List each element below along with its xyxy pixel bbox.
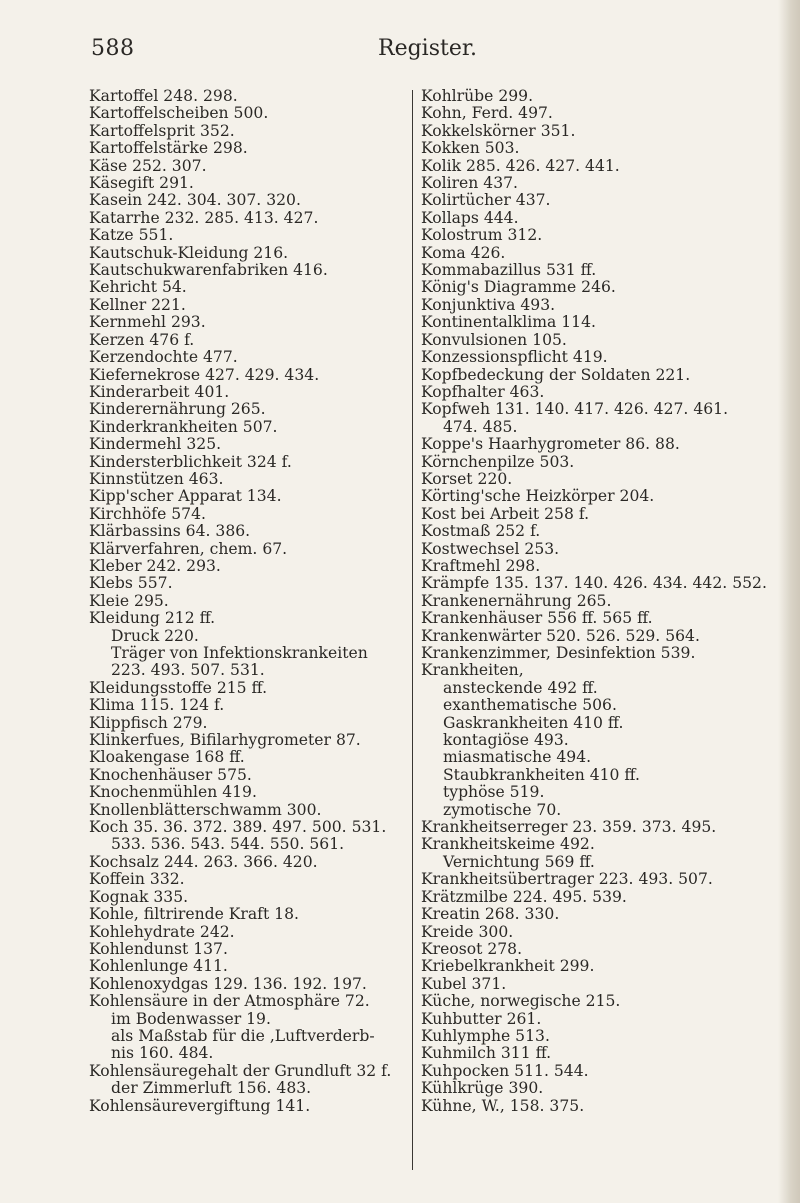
index-entry: Käse 252. 307.	[89, 156, 207, 175]
index-entry: Korset 220.	[421, 469, 513, 488]
index-entry: Kokkelskörner 351.	[421, 121, 576, 140]
index-entry: Kleidung 212 ff.	[89, 609, 216, 628]
index-entry: Kohlendunst 137.	[89, 939, 228, 958]
index-entry: Kontinentalklima 114.	[421, 313, 596, 332]
index-subentry: Druck 220.	[111, 626, 199, 645]
index-entry: Kolirtücher 437.	[421, 191, 551, 210]
index-entry: Kohlensäuregehalt der Grundluft 32 f.	[89, 1061, 392, 1080]
index-subentry: Träger von Infektionskrankeiten	[111, 644, 368, 662]
index-entry: Kasein 242. 304. 307. 320.	[89, 191, 301, 210]
index-entry: Kellner 221.	[89, 295, 186, 314]
index-entry: Koppe's Haarhygrometer 86. 88.	[421, 435, 680, 454]
index-entry: Katarrhe 232. 285. 413. 427.	[89, 208, 319, 227]
index-entry: Klärverfahren, chem. 67.	[89, 539, 288, 558]
index-entry: Kehricht 54.	[89, 278, 187, 297]
index-subentry: zymotische 70.	[443, 800, 562, 819]
index-subentry: 474. 485.	[443, 417, 518, 436]
index-entry: Krankenhäuser 556 ff. 565 ff.	[421, 609, 653, 628]
page-edge-shadow	[778, 0, 800, 1203]
index-entry: Krankheitsübertrager 223. 493. 507.	[421, 870, 713, 889]
index-entry: Kohlrübe 299.	[421, 87, 534, 105]
index-subentry: kontagiöse 493.	[443, 731, 569, 750]
running-head-title: Register.	[378, 36, 477, 61]
index-entry: Kost bei Arbeit 258 f.	[421, 504, 590, 523]
index-entry: Kopfweh 131. 140. 417. 426. 427. 461.	[421, 400, 729, 419]
index-entry: Kolostrum 312.	[421, 226, 543, 245]
index-entry: Kuhbutter 261.	[421, 1009, 542, 1028]
index-entry: Kipp'scher Apparat 134.	[89, 487, 282, 506]
index-entry: Kohle, filtrirende Kraft 18.	[89, 905, 299, 924]
index-entry: Kartoffelstärke 298.	[89, 139, 248, 158]
index-entry: Kloakengase 168 ff.	[89, 748, 245, 767]
index-entry: Knochenmühlen 419.	[89, 783, 257, 802]
index-subentry: der Zimmerluft 156. 483.	[111, 1079, 312, 1098]
index-subentry: ansteckende 492 ff.	[443, 678, 598, 697]
index-subentry: Staubkrankheiten 410 ff.	[443, 765, 640, 784]
index-entry: Klima 115. 124 f.	[89, 696, 225, 715]
index-entry: Kerzendochte 477.	[89, 348, 238, 367]
index-entry: Kohlensäure in der Atmosphäre 72.	[89, 992, 370, 1011]
index-entry: Klärbassins 64. 386.	[89, 522, 251, 541]
index-entry: Kühne, W., 158. 375.	[421, 1096, 585, 1115]
index-entry: Käsegift 291.	[89, 174, 194, 193]
index-subentry: exanthematische 506.	[443, 696, 617, 715]
index-entry: Kindersterblichkeit 324 f.	[89, 452, 292, 471]
index-entry: Kinderernährung 265.	[89, 400, 266, 419]
index-entry: Kautschukwarenfabriken 416.	[89, 261, 328, 280]
index-entry: Kokken 503.	[421, 139, 520, 158]
index-entry: Kartoffelscheiben 500.	[89, 104, 269, 123]
index-subentry: als Maßstab für die ‚Luftverderb-	[111, 1026, 375, 1045]
index-entry: Kognak 335.	[89, 887, 189, 906]
index-subentry: typhöse 519.	[443, 783, 545, 802]
index-entry: Kinnstützen 463.	[89, 469, 224, 488]
index-entry: Kreosot 278.	[421, 939, 523, 958]
index-entry: Kohn, Ferd. 497.	[421, 104, 553, 123]
index-entry: Kommabazillus 531 ff.	[421, 261, 597, 280]
page-header	[0, 36, 800, 70]
index-entry: Koliren 437.	[421, 174, 518, 193]
index-entry: Kopfhalter 463.	[421, 382, 545, 401]
index-entry: Krankheitserreger 23. 359. 373. 495.	[421, 818, 717, 837]
index-entry: Kiefernekrose 427. 429. 434.	[89, 365, 320, 384]
index-entry: Kohlenlunge 411.	[89, 957, 228, 976]
index-entry: Kohlenoxydgas 129. 136. 192. 197.	[89, 974, 367, 993]
index-entry: Kartoffel 248. 298.	[89, 87, 238, 105]
index-column-right	[421, 87, 767, 1115]
index-subentry: nis 160. 484.	[111, 1044, 214, 1063]
index-entry: Körting'sche Heizkörper 204.	[421, 487, 655, 506]
index-entry: Kautschuk-Kleidung 216.	[89, 243, 289, 262]
index-subentry: im Bodenwasser 19.	[111, 1009, 271, 1028]
index-entry: Kleidungsstoffe 215 ff.	[89, 678, 268, 697]
index-entry: Klippfisch 279.	[89, 713, 208, 732]
index-entry: Kuhmilch 311 ff.	[421, 1044, 552, 1063]
column-divider	[412, 90, 413, 1170]
index-subentry: Vernichtung 569 ff.	[443, 852, 595, 871]
index-entry: Kubel 371.	[421, 974, 507, 993]
index-entry: Knollenblätterschwamm 300.	[89, 800, 322, 819]
index-subentry: 533. 536. 543. 544. 550. 561.	[111, 835, 345, 854]
index-entry: Krämpfe 135. 137. 140. 426. 434. 442. 552.	[421, 574, 767, 593]
index-entry: Kinderkrankheiten 507.	[89, 417, 278, 436]
index-entry: Kerzen 476 f.	[89, 330, 195, 349]
index-entry: Konjunktiva 493.	[421, 295, 556, 314]
index-entry: Koffein 332.	[89, 870, 185, 889]
index-entry: Koch 35. 36. 372. 389. 497. 500. 531.	[89, 818, 387, 837]
index-entry: Kühlkrüge 390.	[421, 1079, 544, 1098]
index-entry: Kohlehydrate 242.	[89, 922, 235, 941]
index-entry: Kreide 300.	[421, 922, 514, 941]
index-entry: Konvulsionen 105.	[421, 330, 567, 349]
index-entry: Katze 551.	[89, 226, 174, 245]
index-entry: Kraftmehl 298.	[421, 556, 541, 575]
index-entry: Kochsalz 244. 263. 366. 420.	[89, 852, 318, 871]
index-entry: Kopfbedeckung der Soldaten 221.	[421, 365, 691, 384]
index-entry: Kostwechsel 253.	[421, 539, 560, 558]
index-entry: Konzessionspflicht 419.	[421, 348, 608, 367]
index-entry: Knochenhäuser 575.	[89, 765, 252, 784]
index-entry: Kindermehl 325.	[89, 435, 222, 454]
index-entry: Krankenzimmer, Desinfektion 539.	[421, 644, 696, 662]
page-number: 588	[91, 36, 135, 61]
index-entry: König's Diagramme 246.	[421, 278, 616, 297]
index-entry: Körnchenpilze 503.	[421, 452, 575, 471]
index-entry: Kostmaß 252 f.	[421, 522, 541, 541]
index-entry: Kuhpocken 511. 544.	[421, 1061, 589, 1080]
index-entry: Koma 426.	[421, 243, 506, 262]
index-entry: Krankheitskeime 492.	[421, 835, 595, 854]
index-entry: Kolik 285. 426. 427. 441.	[421, 156, 620, 175]
index-entry: Krätzmilbe 224. 495. 539.	[421, 887, 627, 906]
index-entry: Kartoffelsprit 352.	[89, 121, 235, 140]
index-subentry: miasmatische 494.	[443, 748, 592, 767]
index-entry: Klinkerfues, Bifilarhygrometer 87.	[89, 731, 361, 750]
index-entry: Kleber 242. 293.	[89, 556, 221, 575]
index-entry: Kleie 295.	[89, 591, 169, 610]
index-subentry: 223. 493. 507. 531.	[111, 661, 265, 680]
index-entry: Kernmehl 293.	[89, 313, 206, 332]
index-entry: Kollaps 444.	[421, 208, 519, 227]
index-entry: Kirchhöfe 574.	[89, 504, 206, 523]
index-entry: Kohlensäurevergiftung 141.	[89, 1096, 311, 1115]
index-entry: Kinderarbeit 401.	[89, 382, 230, 401]
index-entry: Krankenwärter 520. 526. 529. 564.	[421, 626, 700, 645]
index-entry: Kuhlymphe 513.	[421, 1026, 550, 1045]
index-entry: Kreatin 268. 330.	[421, 905, 560, 924]
index-entry: Klebs 557.	[89, 574, 173, 593]
index-column-left	[89, 88, 407, 1115]
index-subentry: Gaskrankheiten 410 ff.	[443, 713, 624, 732]
index-entry: Kriebelkrankheit 299.	[421, 957, 595, 976]
index-entry: Krankheiten,	[421, 661, 524, 680]
index-entry: Küche, norwegische 215.	[421, 992, 621, 1011]
index-entry: Krankenernährung 265.	[421, 591, 612, 610]
